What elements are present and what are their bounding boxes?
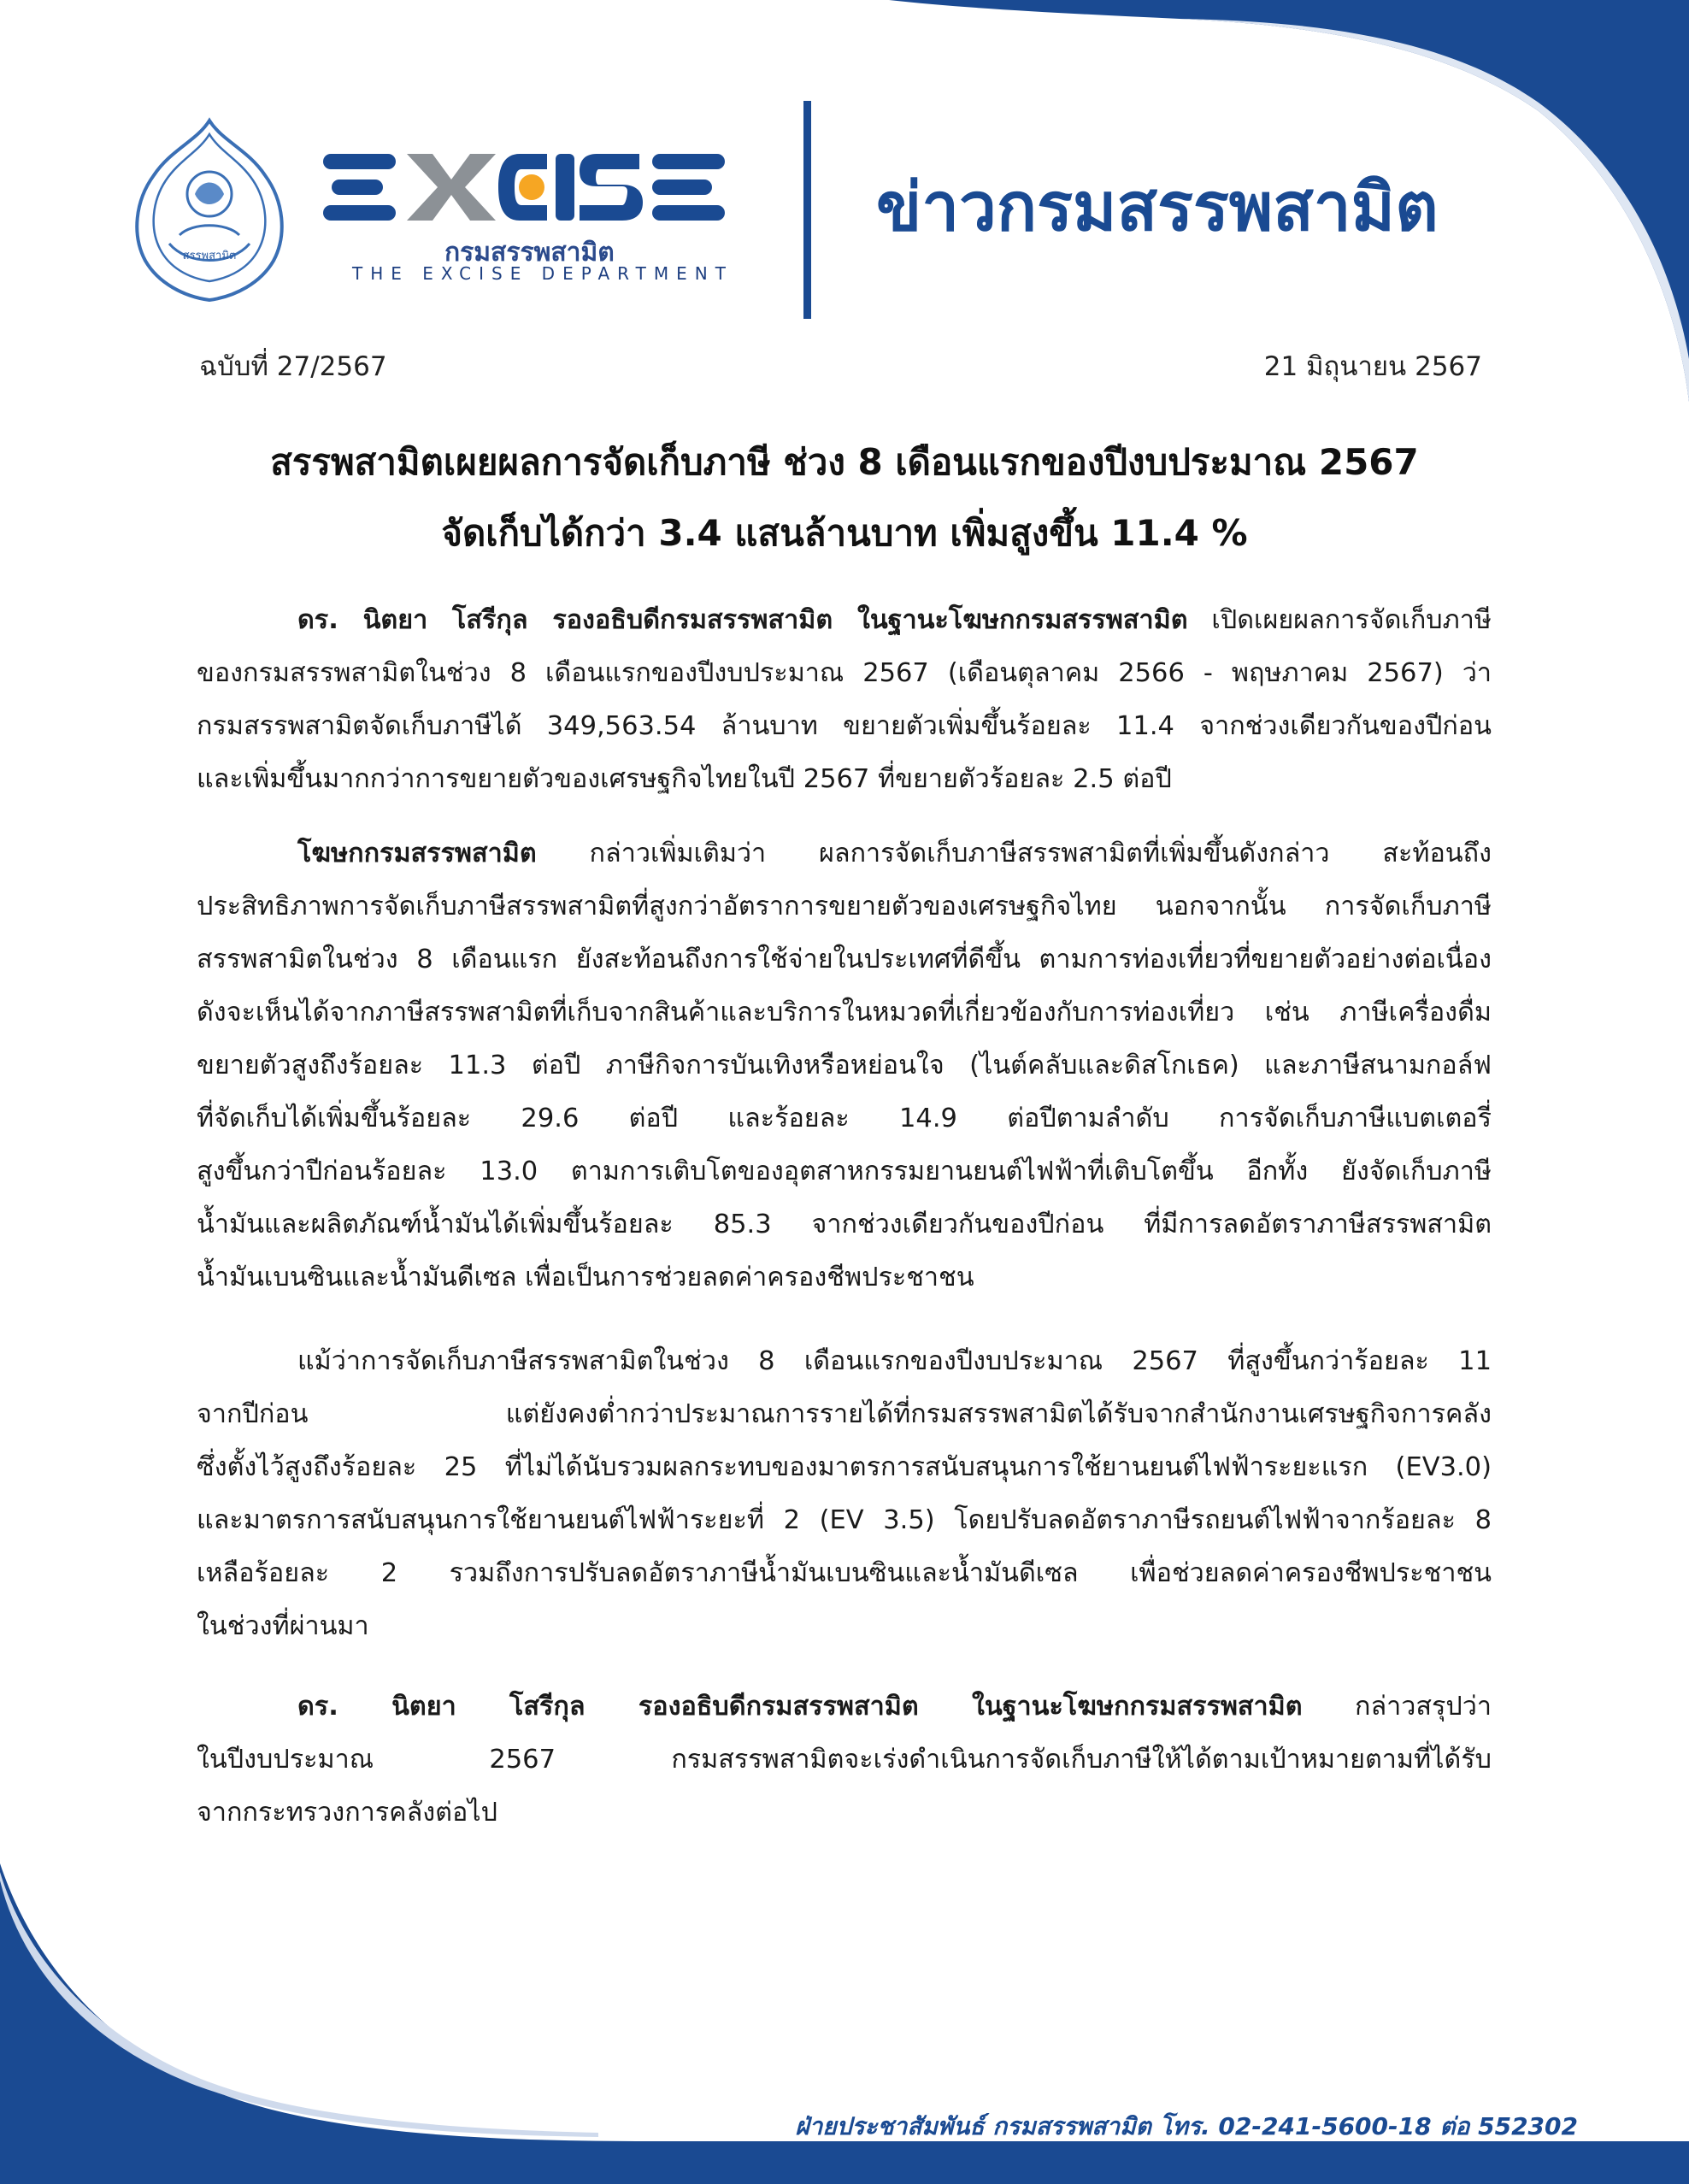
excise-crest-logo [128, 115, 291, 303]
paragraph-1 [197, 594, 1492, 806]
paragraph-line: และมาตรการสนับสนุนการใช้ยานยนต์ไฟฟ้าระยะที่ 2 (EV 3.5) โดยปรับลดอัตราภาษีรถยนต์ไฟฟ้าจากร้อยละ 8 [197, 1505, 1492, 1535]
paragraph-2 [197, 827, 1492, 1304]
logo-english-name: THE EXCISE DEPARTMENT [352, 263, 733, 284]
paragraph-line: ในปีงบประมาณ 2567 กรมสรรพสามิตจะเร่งดำเนินการจัดเก็บภาษีให้ได้ตามเป้าหมายตามที่ได้รับ [197, 1745, 1492, 1775]
paragraph-line: และเพิ่มขึ้นมากกว่าการขยายตัวของเศรษฐกิจไทยในปี 2567 ที่ขยายตัวร้อยละ 2.5 ต่อปี [197, 764, 1172, 794]
speaker-title: โฆษกกรมสรรพสามิต [297, 839, 537, 868]
header-divider [803, 101, 811, 319]
paragraph-text: กล่าวสรุปว่า [1302, 1692, 1492, 1722]
crest-label: สรรพสามิต [182, 250, 237, 262]
paragraph-line [197, 1681, 1492, 1734]
paragraph-line: ที่จัดเก็บได้เพิ่มขึ้นร้อยละ 29.6 ต่อปี และร้อยละ 14.9 ต่อปีตามลำดับ การจัดเก็บภาษีแบตเตอรี่ [197, 1104, 1492, 1133]
paragraph-line: ซึ่งตั้งไว้สูงถึงร้อยละ 25 ที่ไม่ได้นับรวมผลกระทบของมาตรการสนับสนุนการใช้ยานยนต์ไฟฟ้าระยะแรก (EV3.0) [197, 1452, 1492, 1482]
paragraph-line: จากกระทรวงการคลังต่อไป [197, 1798, 497, 1828]
issue-number: ฉบับที่ 27/2567 [199, 351, 387, 382]
speaker-name: ดร. นิตยา โสรีกุล รองอธิบดีกรมสรรพสามิต ในฐานะโฆษกกรมสรรพสามิต [297, 1692, 1303, 1722]
page-headline: ข่าวกรมสรรพสามิต [876, 169, 1439, 246]
paragraph-line: จากปีก่อน แต่ยังคงต่ำกว่าประมาณการรายได้ที่กรมสรรพสามิตได้รับจากสำนักงานเศรษฐกิจการคลัง [197, 1399, 1492, 1429]
title-line-1: สรรพสามิตเผยผลการจัดเก็บภาษี ช่วง 8 เดือนแรกของปีงบประมาณ 2567 [270, 441, 1419, 483]
paragraph-text: เปิดเผยผลการจัดเก็บภาษี [1187, 605, 1492, 635]
paragraph-line: น้ำมันเบนซินและน้ำมันดีเซล เพื่อเป็นการช่วยลดค่าครองชีพประชาชน [197, 1263, 974, 1292]
paragraph-line: น้ำมันและผลิตภัณฑ์น้ำมันได้เพิ่มขึ้นร้อยละ 85.3 จากช่วงเดียวกันของปีก่อน ที่มีการลดอัตราภาษีสรรพสามิต [197, 1210, 1492, 1239]
paragraph-line: ขยายตัวสูงถึงร้อยละ 11.3 ต่อปี ภาษีกิจการบันเทิงหรือหย่อนใจ (ไนต์คลับและดิสโกเธค) และภาษีสนามกอล์ฟ [197, 1051, 1492, 1080]
paragraph-line: สูงขึ้นกว่าปีก่อนร้อยละ 13.0 ตามการเติบโตของอุตสาหกรรมยานยนต์ไฟฟ้าที่เติบโตขึ้น อีกทั้ง ยังจัดเก็บภาษี [197, 1157, 1492, 1186]
paragraph-line [197, 827, 1492, 880]
issue-date: 21 มิถุนายน 2567 [1263, 351, 1482, 382]
paragraph-line: ดังจะเห็นได้จากภาษีสรรพสามิตที่เก็บจากสินค้าและบริการในหมวดที่เกี่ยวข้องกับการท่องเที่ยว เช่น ภาษีเครื่องดื่ม [197, 998, 1492, 1027]
paragraph-line: เหลือร้อยละ 2 รวมถึงการปรับลดอัตราภาษีน้ำมันเบนซินและน้ำมันดีเซล เพื่อช่วยลดค่าครองชีพประชาชน [197, 1558, 1492, 1588]
paragraph-line: แม้ว่าการจัดเก็บภาษีสรรพสามิตในช่วง 8 เดือนแรกของปีงบประมาณ 2567 ที่สูงขึ้นกว่าร้อยละ 11 [297, 1346, 1492, 1376]
paragraph-line [197, 594, 1492, 647]
footer-contact: ฝ่ายประชาสัมพันธ์ กรมสรรพสามิต โทร. 02-241-5600-18 ต่อ 552302 [795, 2112, 1578, 2140]
paragraph-4 [197, 1681, 1492, 1840]
title-line-2: จัดเก็บได้กว่า 3.4 แสนล้านบาท เพิ่มสูงขึ้น 11.4 % [441, 512, 1248, 554]
logo-thai-name: กรมสรรพสามิต [444, 238, 615, 268]
paragraph-line: ของกรมสรรพสามิตในช่วง 8 เดือนแรกของปีงบประมาณ 2567 (เดือนตุลาคม 2566 - พฤษภาคม 2567) ว่า [197, 658, 1492, 688]
paragraph-3 [197, 1335, 1492, 1653]
paragraph-line: ประสิทธิภาพการจัดเก็บภาษีสรรพสามิตที่สูงกว่าอัตราการขยายตัวของเศรษฐกิจไทย นอกจากนั้น การจัดเก็บภาษี [197, 892, 1492, 921]
paragraph-line: กรมสรรพสามิตจัดเก็บภาษีได้ 349,563.54 ล้านบาท ขยายตัวเพิ่มขึ้นร้อยละ 11.4 จากช่วงเดียวกันของปีก่อน [197, 711, 1492, 741]
speaker-name: ดร. นิตยา โสรีกุล รองอธิบดีกรมสรรพสามิต ในฐานะโฆษกกรมสรรพสามิต [297, 605, 1188, 635]
paragraph-line: สรรพสามิตในช่วง 8 เดือนแรก ยังสะท้อนถึงการใช้จ่ายในประเทศที่ดีขึ้น ตามการท่องเที่ยวที่ขยายตัวอย่างต่อเนื่อง [197, 945, 1492, 974]
paragraph-line: ในช่วงที่ผ่านมา [197, 1611, 369, 1641]
paragraph-text: กล่าวเพิ่มเติมว่า ผลการจัดเก็บภาษีสรรพสามิตที่เพิ่มขึ้นดังกล่าว สะท้อนถึง [536, 839, 1492, 868]
